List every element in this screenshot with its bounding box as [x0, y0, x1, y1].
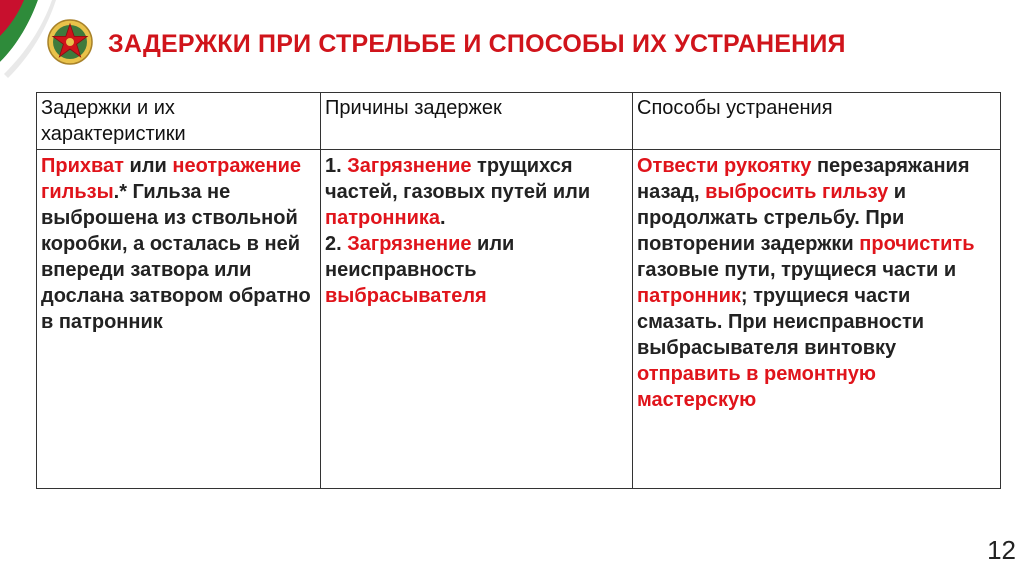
- star-emblem-icon: [46, 18, 94, 66]
- body-text: или: [123, 155, 173, 177]
- delay-description-cell: [37, 150, 321, 489]
- highlight-text: Отвести рукоятку: [637, 155, 812, 177]
- causes-cell: [321, 150, 633, 489]
- body-text: 1.: [325, 155, 348, 177]
- highlight-text: отправить в ремонтную мастерскую: [637, 363, 877, 411]
- remedies-cell: [633, 150, 1001, 489]
- body-text: перезаряжания назад,: [637, 155, 970, 203]
- body-text: ; трущиеся части смазать. При неисправности выбрасывателя винтовку: [637, 285, 925, 359]
- body-text: или неисправность: [325, 233, 515, 281]
- slide-title: ЗАДЕРЖКИ ПРИ СТРЕЛЬБЕ И СПОСОБЫ ИХ УСТРАНЕНИЯ: [108, 30, 846, 58]
- body-text: и продолжать стрельбу. При повторении задержки: [637, 181, 907, 255]
- body-text: газовые пути, трущиеся части и: [637, 259, 957, 281]
- header-cell-delays: Задержки и их характеристики: [37, 93, 321, 150]
- body-text: .* Гильза не выброшена из ствольной коробки, а осталась в ней впереди затвора или дослана затвором обратно в патронник: [41, 181, 311, 333]
- header-cell-remedies: Способы устранения: [633, 93, 1001, 150]
- table-header-row: [37, 93, 1001, 150]
- highlight-text: Загрязнение: [347, 233, 472, 255]
- body-text: трущихся частей, газовых путей или: [325, 155, 591, 203]
- highlight-text: выбрасывателя: [325, 285, 487, 307]
- delays-table: [36, 92, 1001, 489]
- highlight-text: выбросить гильзу: [705, 181, 889, 203]
- highlight-text: Загрязнение: [347, 155, 472, 177]
- body-text: 2.: [325, 233, 348, 255]
- header-cell-causes: Причины задержек: [321, 93, 633, 150]
- highlight-text: прочистить: [859, 233, 975, 255]
- highlight-text: Прихват: [41, 155, 124, 177]
- highlight-text: патронник: [637, 285, 741, 307]
- table-row: [37, 150, 1001, 489]
- highlight-text: патронника: [325, 207, 441, 229]
- body-text: .: [440, 207, 446, 229]
- highlight-text: неотражение гильзы: [41, 155, 301, 203]
- page-number: 12: [987, 535, 1016, 565]
